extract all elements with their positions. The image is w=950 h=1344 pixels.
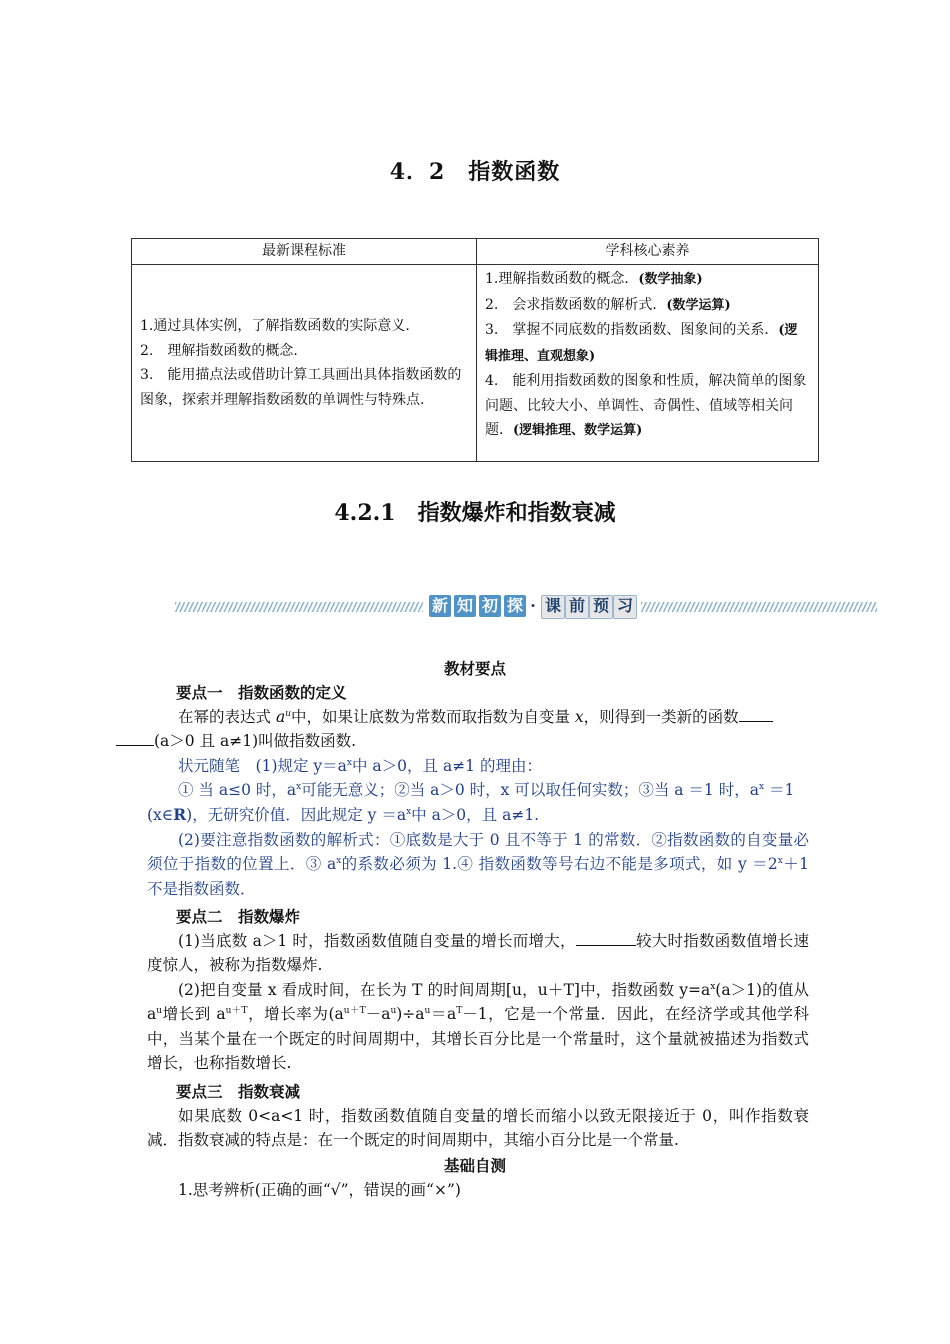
table-header-competencies: 学科核心素养 bbox=[477, 239, 819, 265]
competency-2: 2. 会求指数函数的解析式．(数学运算) bbox=[485, 296, 731, 313]
banner-char: 前 bbox=[565, 595, 589, 619]
banner-char: 预 bbox=[589, 595, 613, 619]
note-block: 状元随笔 (1)规定 $y=a^x$中 a＞0，且 a≠1 的理由： bbox=[178, 757, 542, 775]
standard-line-1: 1.通过具体实例，了解指数函数的实际意义. bbox=[140, 318, 410, 334]
self-test-title: 基础自测 bbox=[443, 1156, 506, 1175]
banner-char: 探 bbox=[504, 595, 526, 617]
note-line2: ① 当 a≤0 时，$a^x$可能无意义；②当 a＞0 时，x 可以取任何实数；③当 a ＝1 时，$a^x =1$ bbox=[178, 781, 795, 799]
banner-char: 习 bbox=[613, 595, 637, 619]
question-1: 1.思考辨析(正确的画“√”，错误的画“×”) bbox=[178, 1181, 461, 1199]
fill-blank[interactable] bbox=[739, 707, 773, 722]
note-paragraph-2: (2)要注意指数函数的解析式：①底数是大于 0 且不等于 1 的常数．②指数函数的自变量必须位于指数的位置上．③ $a^x$的系数必须为 1.④ 指数函数等号右边不能是多项式，如 $y =2^x+1$ 不是指数函数． bbox=[147, 831, 809, 898]
point3-heading: 要点三 指数衰减 bbox=[176, 1082, 301, 1101]
banner-char: 课 bbox=[541, 595, 565, 619]
curriculum-table bbox=[131, 238, 819, 462]
standard-line-2: 2. 理解指数函数的概念. bbox=[140, 342, 298, 359]
standard-line-3: 3. 能用描点法或借助计算工具画出具体指数函数的图象，探索并理解指数函数的单调性与特殊点. bbox=[140, 367, 462, 408]
section-subtitle: 4.2.1 指数爆炸和指数衰减 bbox=[334, 500, 616, 526]
section-title: 教材要点 bbox=[443, 659, 506, 678]
banner-char: 初 bbox=[479, 595, 501, 617]
fill-blank[interactable] bbox=[116, 731, 154, 746]
banner-hatch-left bbox=[175, 602, 423, 612]
table-header-standards: 最新课程标准 bbox=[132, 239, 477, 265]
point2-p1: (1)当底数 a＞1 时，指数函数值随自变量的增长而增大， 较大时指数函数值增长速度惊人，被称为指数爆炸. bbox=[147, 932, 809, 975]
banner-dot: · bbox=[530, 596, 536, 615]
page-title: 4．2 指数函数 bbox=[389, 159, 561, 185]
preview-banner bbox=[175, 592, 877, 622]
banner-char: 知 bbox=[454, 595, 476, 617]
competency-3: 3. 掌握不同底数的指数函数、图象间的关系．(逻辑推理、直观想象) bbox=[485, 322, 798, 364]
competency-1: 1.理解指数函数的概念．(数学抽象) bbox=[485, 271, 703, 287]
point2-heading: 要点二 指数爆炸 bbox=[176, 907, 301, 926]
competency-4: 4. 能利用指数函数的图象和性质，解决简单的图象问题、比较大小、单调性、奇偶性、值域等相关问题．(逻辑推理、数学运算) bbox=[485, 373, 807, 438]
point3-text: 如果底数 0<a<1 时，指数函数值随自变量的增长而缩小以致无限接近于 0，叫作指数衰减．指数衰减的特点是：在一个既定的时间周期中，其缩小百分比是一个常量. bbox=[147, 1107, 809, 1150]
point1-text: 在幂的表达式 $a^u$中，如果让底数为常数而取指数为自变量 x，则得到一类新的函数 (a＞0 且 a≠1)叫做指数函数. bbox=[147, 705, 809, 754]
standards-cell bbox=[132, 265, 477, 462]
competencies-cell bbox=[477, 265, 819, 462]
point1-heading: 要点一 指数函数的定义 bbox=[176, 683, 347, 702]
point2-p2: (2)把自变量 x 看成时间，在长为 T 的时间周期[u，u＋T]中，指数函数 $y=a^x(a>1)$的值从 $a^u$增长到 $a^{u+T}$，增长率为$(a^{u+T}-a^u)\div a^u=a^T-1$，它是一个常量．因此，在经济学或其他学科中，当某个量在一个既定的时间周期中，其增长百分比是一个常量时，这个量就被描述为指数式增长，也称指数增长. bbox=[147, 981, 809, 1073]
fill-blank[interactable] bbox=[576, 931, 636, 946]
banner-hatch-right bbox=[641, 602, 877, 612]
banner-char: 新 bbox=[429, 595, 451, 617]
note-line3: (x∈R)，无研究价值．因此规定 $y =a^x$中 a＞0，且 a≠1. bbox=[147, 805, 540, 824]
